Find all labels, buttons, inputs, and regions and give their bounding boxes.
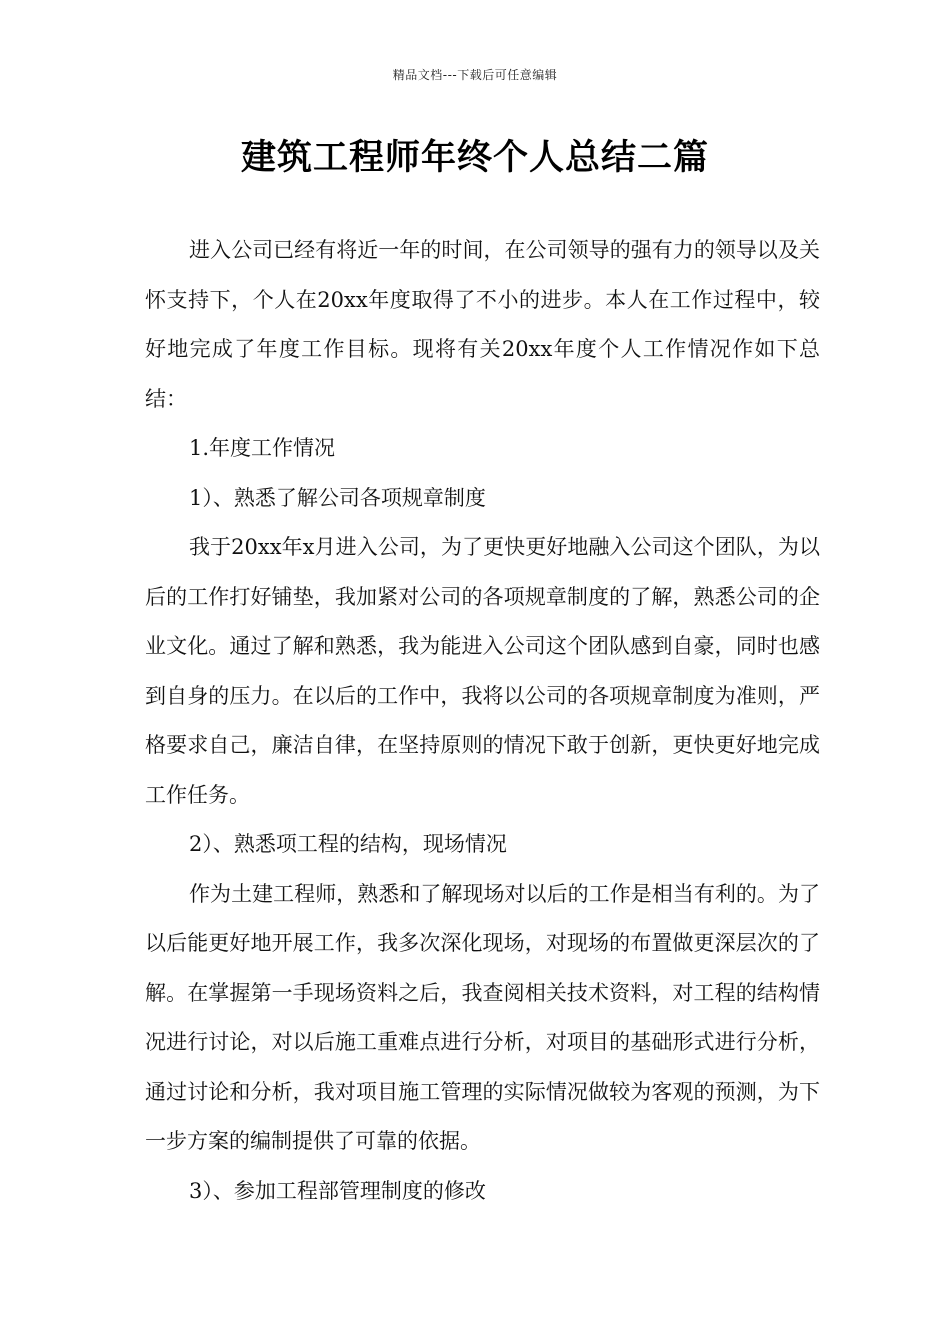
section-heading-annual-work: 1.年度工作情况 — [189, 436, 336, 460]
subheading-rules: 1）、熟悉了解公司各项规章制度 — [189, 485, 486, 510]
header-note: 精品文档---下载后可任意编辑 — [392, 68, 558, 82]
paragraph-intro: 进入公司已经有将近一年的时间，在公司领导的强有力的领导以及关怀支持下，个人在20xx年度取得了不小的进步。本人在工作过程中，较好地完成了年度工作目标。现将有关20xx年度个人工作情况作如下总结： — [145, 238, 820, 411]
subheading-management: 3）、参加工程部管理制度的修改 — [189, 1178, 486, 1203]
subheading-site: 2）、熟悉项工程的结构，现场情况 — [189, 832, 507, 856]
document-body — [145, 226, 820, 1216]
paragraph-site: 作为土建工程师，熟悉和了解现场对以后的工作是相当有利的。为了以后能更好地开展工作，我多次深化现场，对现场的布置做更深层次的了解。在掌握第一手现场资料之后，我查阅相关技术资料，对工程的结构情况进行讨论，对以后施工重难点进行分析，对项目的基础形式进行分析，通过讨论和分析，我对项目施工管理的实际情况做较为客观的预测，为下一步方案的编制提供了可靠的依据。 — [145, 881, 820, 1153]
document-title: 建筑工程师年终个人总结二篇 — [240, 138, 709, 178]
paragraph-rules: 我于20xx年x月进入公司，为了更快更好地融入公司这个团队，为以后的工作打好铺垫，我加紧对公司的各项规章制度的了解，熟悉公司的企业文化。通过了解和熟悉，我为能进入公司这个团队感到自豪，同时也感到自身的压力。在以后的工作中，我将以公司的各项规章制度为准则，严格要求自己，廉洁自律，在坚持原则的情况下敢于创新，更快更好地完成工作任务。 — [145, 535, 820, 807]
